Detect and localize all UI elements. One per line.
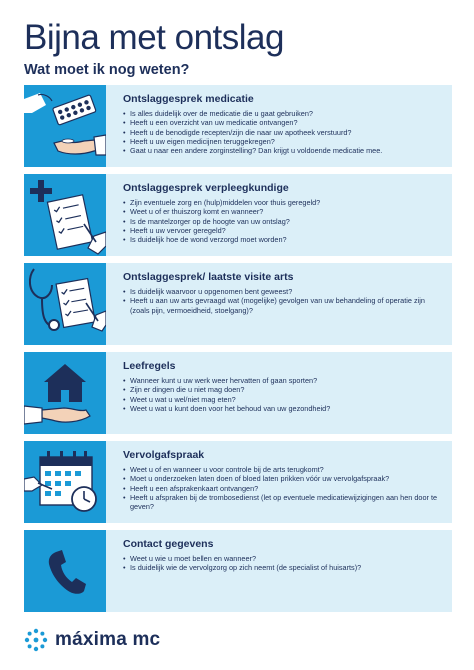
list-item: • Heeft u de benodigde recepten/zijn die naar uw apotheek verstuurd? (123, 128, 446, 137)
section-list (123, 465, 446, 511)
stethoscope-checklist-icon (24, 263, 106, 345)
section-list (123, 287, 446, 315)
list-item: • Is de mantelzorger op de hoogte van uw ontslag? (123, 217, 446, 226)
phone-icon (24, 530, 106, 612)
section-heading: Vervolgafspraak (123, 449, 205, 461)
logo-text: máxima mc (55, 629, 161, 650)
page-subtitle: Wat moet ik nog weten? (24, 62, 190, 78)
list-item: • Zijn eventuele zorg en (hulp)middelen voor thuis geregeld? (123, 198, 446, 207)
section-list (123, 198, 446, 244)
section-list (123, 554, 446, 573)
section-heading: Contact gegevens (123, 538, 214, 550)
section-heading: Ontslaggesprek/ laatste visite arts (123, 271, 294, 283)
list-item: • Is duidelijk waarvoor u opgenomen bent geweest? (123, 287, 446, 296)
list-item: • Weet u wat u wel/niet mag eten? (123, 395, 446, 404)
list-item: • Heeft u afspraken bij de trombosedienst (let op eventuele medicatiewijzigingen aan hen door te geven? (123, 493, 446, 512)
list-item: • Wanneer kunt u uw werk weer hervatten of gaan sporten? (123, 376, 446, 385)
calendar-clock-icon (24, 441, 106, 523)
list-item: • Weet u wat u kunt doen voor het behoud van uw gezondheid? (123, 404, 446, 413)
section-verpleegkundige (24, 174, 452, 256)
list-item: • Heeft u een afsprakenkaart ontvangen? (123, 484, 446, 493)
list-item: • Heeft u uw eigen medicijnen teruggekregen? (123, 137, 446, 146)
list-item: • Is duidelijk wie de vervolgzorg op zich neemt (de specialist of huisarts)? (123, 563, 446, 572)
list-item: • Zijn er dingen die u niet mag doen? (123, 385, 446, 394)
list-item: • Is alles duidelijk over de medicatie die u gaat gebruiken? (123, 109, 446, 118)
page-title: Bijna met ontslag (24, 18, 284, 57)
section-leefregels (24, 352, 452, 434)
medical-checklist-icon (24, 174, 106, 256)
list-item: • Gaat u naar een andere zorginstelling? Dan krijgt u voldoende medicatie mee. (123, 146, 446, 155)
list-item: • Weet u of er thuiszorg komt en wanneer? (123, 207, 446, 216)
section-heading: Leefregels (123, 360, 176, 372)
list-item: • Moet u onderzoeken laten doen of bloed laten prikken vóór uw vervolgafspraak? (123, 474, 446, 483)
list-item: • Heeft u een overzicht van uw medicatie ontvangen? (123, 118, 446, 127)
section-vervolgafspraak (24, 441, 452, 523)
logo-mark-icon (24, 628, 48, 652)
section-list (123, 109, 446, 155)
list-item: • Weet u of en wanneer u voor controle bij de arts terugkomt? (123, 465, 446, 474)
list-item: • Heeft u aan uw arts gevraagd wat (mogelijke) gevolgen van uw behandeling of operatie zijn (zoals pijn, vermoeidheid, stoelgang)? (123, 296, 446, 315)
hand-medication-icon (24, 85, 106, 167)
section-list (123, 376, 446, 413)
list-item: • Is duidelijk hoe de wond verzorgd moet worden? (123, 235, 446, 244)
section-contact (24, 530, 452, 612)
section-heading: Ontslaggesprek medicatie (123, 93, 254, 105)
list-item: • Heeft u uw vervoer geregeld? (123, 226, 446, 235)
section-medicatie (24, 85, 452, 167)
section-arts (24, 263, 452, 345)
maxima-mc-logo (24, 628, 160, 652)
list-item: • Weet u wie u moet bellen en wanneer? (123, 554, 446, 563)
section-heading: Ontslaggesprek verpleegkundige (123, 182, 289, 194)
hand-house-icon (24, 352, 106, 434)
